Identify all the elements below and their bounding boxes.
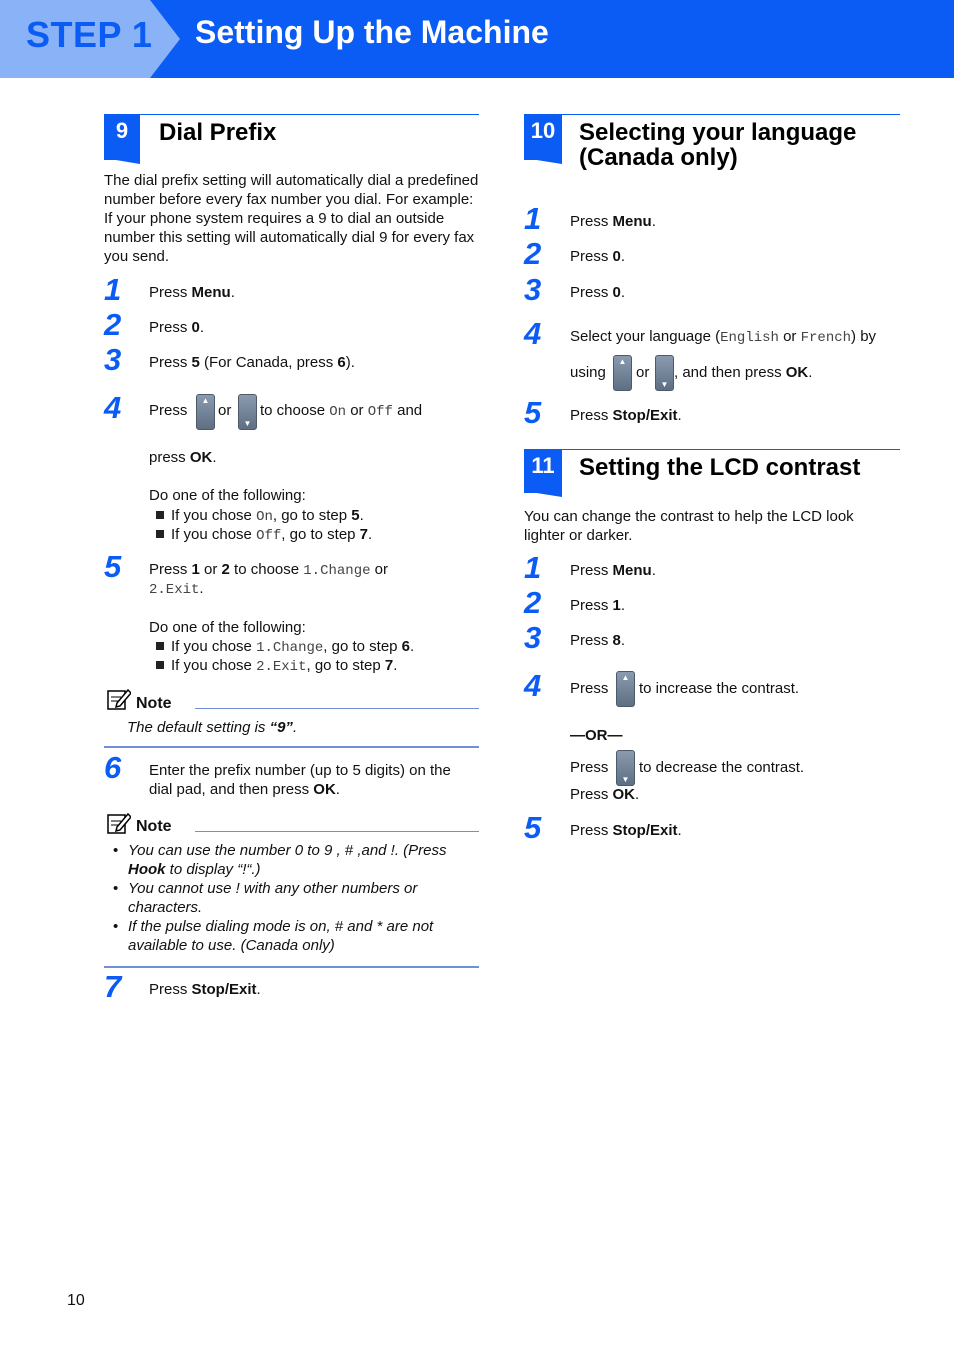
section-number-badge — [104, 114, 140, 160]
list-item: If you chose Off, go to step 7. — [156, 526, 372, 545]
note-list — [106, 841, 478, 955]
section-rule — [524, 449, 900, 450]
step-text: Press — [149, 402, 188, 419]
section-number-badge — [524, 449, 562, 493]
step-number: 1 — [104, 272, 122, 307]
step-number: 3 — [104, 342, 122, 377]
note-label: Note — [136, 695, 172, 712]
intro-paragraph: You can change the contrast to help the LCD look lighter or darker. — [524, 508, 854, 544]
step-text: Press Menu. — [570, 562, 656, 579]
note-label: Note — [136, 818, 172, 835]
section-rule — [524, 114, 900, 115]
pencil-note-icon — [107, 812, 131, 834]
step-text: Press Menu. — [149, 284, 235, 301]
list-item: If you chose 1.Change, go to step 6. — [156, 638, 414, 657]
note-list-item: • You can use the number 0 to 9 , # ,and !. (Press Hook to display “!“.) — [106, 841, 478, 879]
step-text: dial pad, and then press OK. — [149, 781, 340, 798]
step-number: 3 — [524, 272, 542, 307]
step-text: Press 0. — [149, 319, 205, 336]
page-number: 10 — [67, 1292, 85, 1309]
badge-tail — [104, 158, 140, 164]
step-text: press OK. — [149, 449, 217, 466]
page-title: Setting Up the Machine — [195, 14, 549, 50]
step-text: Press — [570, 759, 609, 776]
note-rule — [195, 708, 479, 709]
step-text: Do one of the following: — [149, 487, 306, 504]
step-text: or — [218, 402, 232, 419]
intro-paragraph: The dial prefix setting will automatically dial a predefined number before every fax number you dial. For example: If your phone system requires a 9 to dial an outside number this setting will automatically dial 9 for every fax you send. — [104, 172, 479, 265]
step-text: Press Stop/Exit. — [570, 822, 682, 839]
step-text: , and then press OK. — [674, 364, 813, 381]
step-text: Press Menu. — [570, 213, 656, 230]
note-text: The default setting is “9”. — [127, 719, 298, 736]
step-text: 2.Exit. — [149, 580, 204, 598]
up-arrow-key-icon: ▲ — [613, 355, 632, 391]
step-text: Press 0. — [570, 248, 626, 265]
step-text: Press Stop/Exit. — [570, 407, 682, 424]
section-number: 11 — [531, 453, 555, 478]
section-number: 10 — [530, 118, 556, 143]
step-number: 6 — [104, 750, 122, 785]
step-text: Press 8. — [570, 632, 626, 649]
step-label: STEP 1 — [26, 14, 153, 55]
step-text: to increase the contrast. — [639, 680, 800, 697]
page-header — [0, 0, 954, 78]
note-bottom-rule — [104, 966, 479, 968]
step-text: Press OK. — [570, 786, 640, 803]
list-item: If you chose On, go to step 5. — [156, 507, 364, 526]
section-title: Dial Prefix — [159, 119, 277, 146]
step-text: to choose On or Off and — [260, 402, 423, 420]
step-number: 4 — [104, 390, 122, 425]
note-list-item: • If the pulse dialing mode is on, # and * are not available to use. (Canada only) — [106, 917, 478, 955]
step-number: 2 — [524, 236, 542, 271]
step-number: 4 — [524, 668, 542, 703]
step-number: 1 — [524, 550, 542, 585]
section-title: Setting the LCD contrast — [579, 454, 861, 481]
section-number: 9 — [115, 118, 129, 143]
section-rule — [104, 114, 479, 115]
step-text: Press — [570, 680, 609, 697]
up-arrow-key-icon: ▲ — [196, 394, 215, 430]
down-arrow-key-icon: ▼ — [616, 750, 635, 786]
step-text: Press 1 or 2 to choose 1.Change or — [149, 561, 389, 579]
up-arrow-key-icon: ▲ — [616, 671, 635, 707]
step-text: —OR— — [570, 727, 623, 744]
note-bottom-rule — [104, 746, 479, 748]
pencil-note-icon — [107, 688, 131, 710]
badge-tail — [524, 158, 562, 164]
step-text: Press Stop/Exit. — [149, 981, 261, 998]
step-number: 2 — [104, 307, 122, 342]
step-text: or — [636, 364, 650, 381]
step-number: 2 — [524, 585, 542, 620]
step-text: Press 1. — [570, 597, 626, 614]
step-text: Press 5 (For Canada, press 6). — [149, 354, 355, 371]
note-rule — [195, 831, 479, 832]
section-title: Selecting your language (Canada only) — [579, 119, 857, 171]
step-number: 5 — [104, 549, 122, 584]
step-number: 7 — [104, 969, 122, 1004]
step-number: 5 — [524, 395, 542, 430]
note-list-item: • You cannot use ! with any other numbers or characters. — [106, 879, 478, 917]
list-item: If you chose 2.Exit, go to step 7. — [156, 657, 397, 676]
step-text: Enter the prefix number (up to 5 digits) on the — [149, 762, 451, 779]
step-text: to decrease the contrast. — [639, 759, 805, 776]
step-text: Press 0. — [570, 284, 626, 301]
step-number: 1 — [524, 201, 542, 236]
section-number-badge — [524, 114, 562, 160]
step-number: 5 — [524, 810, 542, 845]
down-arrow-key-icon: ▼ — [238, 394, 257, 430]
badge-tail — [524, 491, 562, 497]
step-text: Do one of the following: — [149, 619, 306, 636]
step-text: Select your language (English or French) by — [570, 328, 877, 346]
down-arrow-key-icon: ▼ — [655, 355, 674, 391]
step-number: 4 — [524, 316, 542, 351]
step-number: 3 — [524, 620, 542, 655]
step-text: using — [570, 364, 606, 381]
